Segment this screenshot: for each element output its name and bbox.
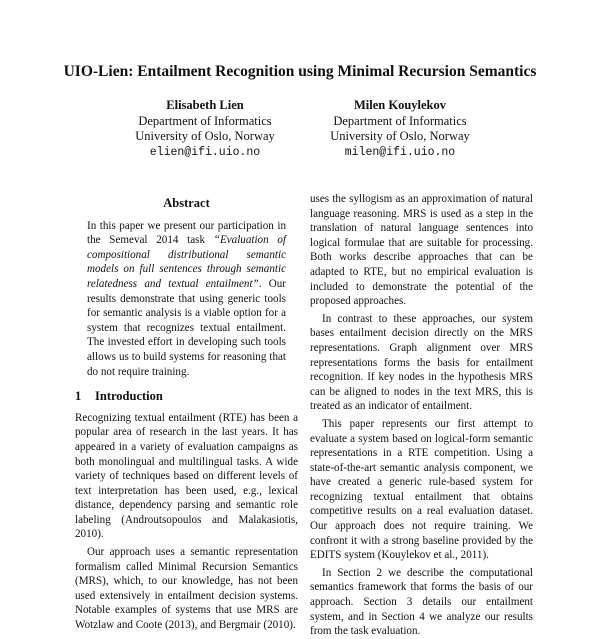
right-column xyxy=(310,192,533,639)
right-paragraph-3: This paper represents our first attempt to evaluate a system based on logical-form semantic representations in a RTE competition. Using a state-of-the-art semantic analysis component, we have created a generic rule-based system for recognizing textual entailment that obtains competitive results on a real evaluation dataset. Our approach does not require training. We confront it with a strong baseline provided by the EDITS system (Kouylekov et al., 2011). xyxy=(310,417,533,562)
section-number: 1 xyxy=(75,389,82,404)
section-heading-introduction xyxy=(75,389,298,404)
author-name: Milen Kouylekov xyxy=(353,98,447,112)
right-paragraph-4: In Section 2 we describe the computational semantics framework that forms the basis of our approach. Section 3 details our entailment system, and in Section 4 we analyze our results from the task evaluation. xyxy=(310,566,533,638)
author-block-1 xyxy=(105,98,305,160)
author-email: elien@ifi.uio.no xyxy=(149,145,261,159)
right-paragraph-2: In contrast to these approaches, our system bases entailment decision directly on the MRS representations. Graph alignment over MRS representations forms the basis for entailment recognition. If key nodes in the hypothesis MRS can be aligned to nodes in the text MRS, this is treated as an indicator of entailment. xyxy=(310,312,533,413)
abstract-text-before: In this paper we present our participation in the Semeval 2014 task xyxy=(87,219,286,247)
intro-paragraph-1: Recognizing textual entailment (RTE) has been a popular area of research in the last years. It has appeared in a variety of evaluation campaigns as both monolingual and multilingual tasks. A wide variety of techniques based on different levels of text interpretation has been used, e.g., lexical distance, dependency parsing and semantic role labeling (Androutsopoulos and Malakasiotis, 2010). xyxy=(75,411,298,541)
abstract-text xyxy=(87,219,286,380)
author-department: Department of Informatics xyxy=(333,113,467,128)
author-university: University of Oslo, Norway xyxy=(330,129,470,143)
author-block-2 xyxy=(300,98,500,160)
abstract xyxy=(87,219,286,380)
right-paragraph-1: uses the syllogism as an approximation of natural language reasoning. MRS is used as a step in the translation of natural language sentences into logical formulae that are suitable for processing. Both works describe approaches that can be adapted to RTE, but no empirical evaluation is included to demonstrate the potential of the proposed approaches. xyxy=(310,193,533,308)
intro-paragraph-2: Our approach uses a semantic representation formalism called Minimal Recursion Semantics (MRS), which, to our knowledge, has not been used extensively in entailment decision systems. Notable examples of systems that use MRS are Wotzlaw and Coote (2013), and Bergmair (2010). xyxy=(75,546,298,632)
abstract-heading: Abstract xyxy=(163,196,210,210)
section-title: Introduction xyxy=(95,389,163,404)
author-name: Elisabeth Lien xyxy=(166,98,244,112)
abstract-text-after: . Our results demonstrate that using generic tools for semantic analysis is a viable option for a system that recognizes textual entailment. The invested effort in developing such tools allows us to build systems for reasoning that do not require training. xyxy=(87,277,286,378)
author-email: milen@ifi.uio.no xyxy=(344,145,456,159)
abstract-task-title: “Evaluation of compositional distributional semantic models on full sentences through semantic relatedness and textual entailment” xyxy=(87,234,287,290)
paper-title: UIO-Lien: Entailment Recognition using Minimal Recursion Semantics xyxy=(63,63,537,80)
author-department: Department of Informatics xyxy=(138,113,272,128)
author-university: University of Oslo, Norway xyxy=(135,129,275,143)
left-column xyxy=(75,196,298,633)
